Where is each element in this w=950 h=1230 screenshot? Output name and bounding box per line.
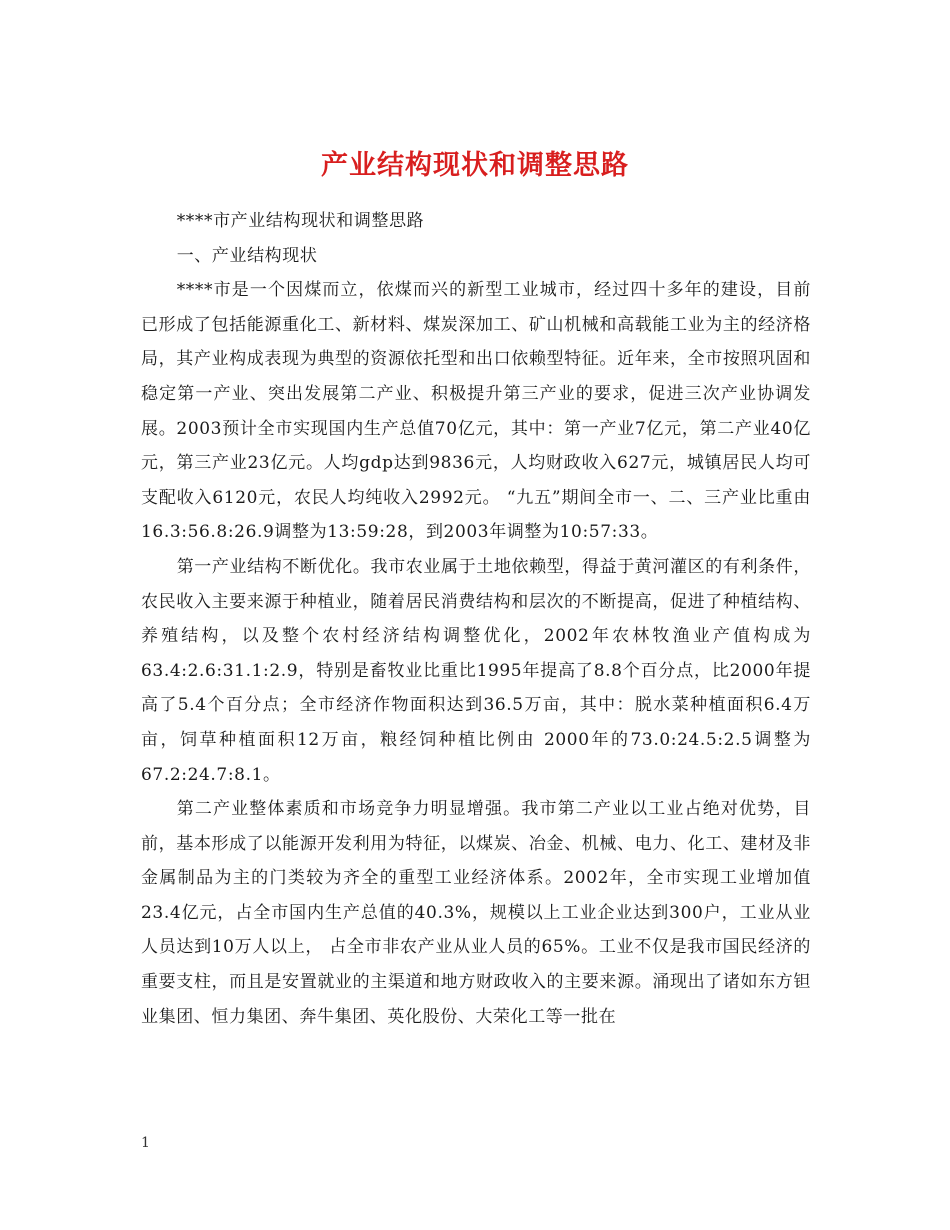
document-body <box>141 204 811 1034</box>
body-paragraph: 第一产业结构不断优化。我市农业属于土地依赖型，得益于黄河灌区的有利条件，农民收入主要来源于种植业，随着居民消费结构和层次的不断提高，促进了种植结构、养殖结构，以及整个农村经济结构调整优化，2002年农林牧渔业产值构成为63.4:2.6:31.1:2.9，特别是畜牧业比重比1995年提高了8.8个百分点，比2000年提高了5.4个百分点；全市经济作物面积达到36.5万亩，其中：脱水菜种植面积6.4万亩，饲草种植面积12万亩，粮经饲种植比例由 2000年的73.0:24.5:2.5调整为67.2:24.7:8.1。 <box>141 556 811 785</box>
document-title: 产业结构现状和调整思路 <box>321 150 629 182</box>
section-heading: 一、产业结构现状 <box>176 245 318 266</box>
page-number: 1 <box>141 1135 150 1151</box>
body-paragraph: 第二产业整体素质和市场竞争力明显增强。我市第二产业以工业占绝对优势，目前，基本形成了以能源开发利用为特征，以煤炭、冶金、机械、电力、化工、建材及非金属制品为主的门类较为齐全的重型工业经济体系。2002年，全市实现工业增加值23.4亿元，占全市国内生产总值的40.3%，规模以上工业企业达到300户，工业从业人员达到10万人以上， 占全市非农产业从业人员的65%。工业不仅是我市国民经济的重要支柱，而且是安置就业的主渠道和地方财政收入的主要来源。涌现出了诸如东方钽业集团、恒力集团、奔牛集团、英化股份、大荣化工等一批在 <box>141 799 811 1027</box>
body-paragraph: ****市是一个因煤而立，依煤而兴的新型工业城市，经过四十多年的建设，目前已形成了包括能源重化工、新材料、煤炭深加工、矿山机械和高载能工业为主的经济格局，其产业构成表现为典型的资源依托型和出口依赖型特征。近年来，全市按照巩固和稳定第一产业、突出发展第二产业、积极提升第三产业的要求，促进三次产业协调发展。2003预计全市实现国内生产总值70亿元，其中：第一产业7亿元，第二产业40亿元，第三产业23亿元。人均gdp达到9836元，人均财政收入627元，城镇居民人均可支配收入6120元，农民人均纯收入2992元。 “九五”期间全市一、二、三产业比重由16.3:56.8:26.9调整为13:59:28，到2003年调整为10:57:33。 <box>141 280 811 543</box>
subtitle-paragraph: ****市产业结构现状和调整思路 <box>176 211 425 231</box>
